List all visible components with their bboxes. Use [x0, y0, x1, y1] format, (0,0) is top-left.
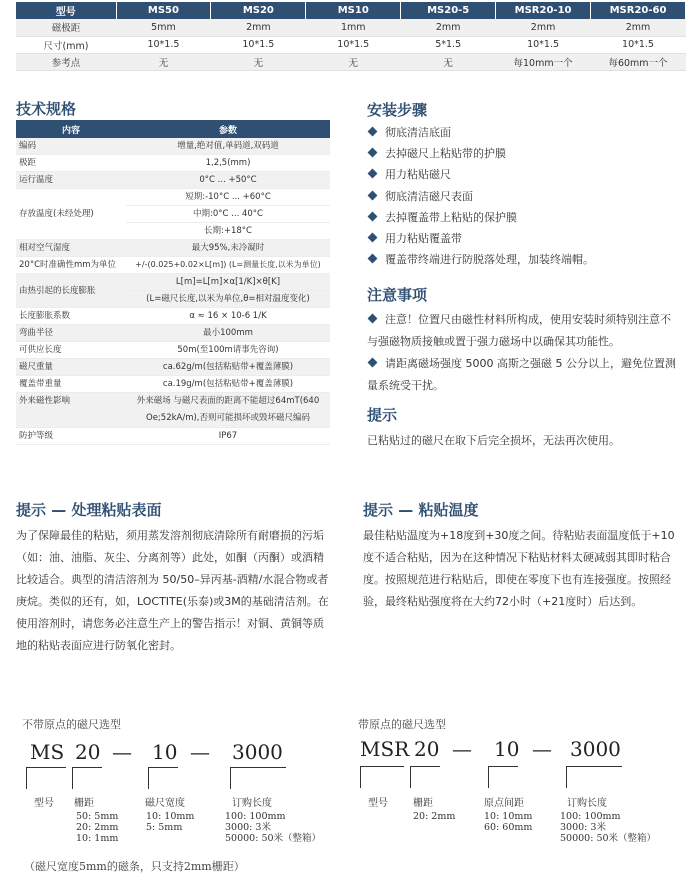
- spec-key: 运行温度: [16, 172, 126, 189]
- table-cell: 无: [306, 53, 401, 70]
- list-item: 去掉覆盖带上粘贴的保护膜: [367, 207, 594, 228]
- col-header: MSR20-10: [496, 2, 591, 19]
- table-cell: 1mm: [306, 19, 401, 36]
- table-cell: 每10mm一个: [496, 53, 591, 70]
- spec-key: 可供应长度: [16, 342, 126, 359]
- underline: [26, 767, 66, 768]
- diamond-bullet-icon: [368, 211, 378, 221]
- table-row: [16, 155, 330, 172]
- table-row: [16, 240, 330, 257]
- col-header: MSR20-60: [591, 2, 686, 19]
- tip-title: 提示: [367, 406, 398, 424]
- spec-value: +/-(0.025+0.02×L[m]) (L=测量长度,以米为单位): [126, 257, 330, 274]
- ms-pitch-options: 50: 5mm 20: 2mm 10: 1mm: [76, 811, 119, 844]
- col-header: MS50: [116, 2, 211, 19]
- table-cell: 无: [211, 53, 306, 70]
- col-header: 内容: [16, 120, 126, 138]
- ms-width-options: 10: 10mm 5: 5mm: [146, 811, 195, 833]
- list-item: 去掉磁尺上粘贴带的护膜: [367, 143, 594, 164]
- connector: [410, 766, 411, 788]
- spec-value: 外来磁场 与磁尺表面的距离不能超过64mT(640 Oe;52kA/m),否则可能损坏或毁坏磁尺编码: [126, 393, 330, 428]
- diamond-bullet-icon: [368, 190, 378, 200]
- spec-value: 中期:0°C ... 40°C: [126, 206, 330, 223]
- spec-key: 防护等级: [16, 428, 126, 445]
- table-row: [16, 36, 686, 53]
- spec-key: 磁尺重量: [16, 359, 126, 376]
- col-header: MS20-5: [401, 2, 496, 19]
- diamond-bullet-icon: [368, 254, 378, 264]
- diamond-bullet-icon: [368, 169, 378, 179]
- ms-footnote: （磁尺宽度5mm的磁条，只支持2mm栅距）: [24, 860, 245, 873]
- diamond-bullet-icon: [368, 127, 378, 137]
- ms-label-length: 订购长度: [232, 798, 272, 809]
- table-row: [16, 189, 330, 206]
- temp-title: 提示 — 粘贴温度: [363, 501, 479, 519]
- table-row: [16, 308, 330, 325]
- list-item: 彻底清洁磁尺表面: [367, 186, 594, 207]
- table-cell: 每60mm一个: [591, 53, 686, 70]
- ms-label-pitch: 栅距: [74, 798, 94, 809]
- msr-label-model: 型号: [368, 798, 388, 809]
- surface-text: 为了保障最佳的粘贴，须用蒸发溶剂彻底清除所有耐磨损的污垢（如：油、油脂、灰尘、分离剂等）此处，如酮（丙酮）或酒精比较适合。典型的清洁溶剂为 50/50–异丙基-酒精/水混合物或者庚烷。类似的还有，如，LOCTITE(乐泰)或3M的基础清洁剂。在使用溶剂时，请您务必注意生产上的警告指示！对铜、黄铜等质地的粘贴表面应进行防氧化密封。: [16, 529, 329, 652]
- msr-dash: —: [452, 737, 472, 761]
- underline: [360, 766, 404, 767]
- ms-code-pitch: 20: [75, 740, 101, 764]
- table-row: [16, 342, 330, 359]
- table-row: [16, 393, 330, 428]
- spec-value: 0°C ... +50°C: [126, 172, 330, 189]
- list-item: 覆盖带终端进行防脱落处理，加装终端帽。: [367, 249, 594, 270]
- spec-value: α ≈ 16 × 10-6 1/K: [126, 308, 330, 325]
- ms-length-options: 100: 100mm 3000: 3米 50000: 50米（整箱）: [225, 811, 322, 844]
- tip-text: 已粘贴过的磁尺在取下后完全损坏，无法再次使用。: [367, 434, 620, 447]
- spec-value: 最大95%,未冷凝时: [126, 240, 330, 257]
- table-cell: 2mm: [401, 19, 496, 36]
- list-item: 用力粘贴覆盖带: [367, 228, 594, 249]
- spec-value: 长期:+18°C: [126, 223, 330, 240]
- note-paragraph-1: 注意！位置尺由磁性材料所构成，使用安装时须特别注意不与强磁物质接触或置于强力磁场中以确保其功能性。: [367, 313, 671, 348]
- spec-value: (L=磁尺长度,以米为单位,θ=相对温度变化): [126, 291, 330, 308]
- connector: [488, 766, 489, 788]
- spec-key: 长度膨胀系数: [16, 308, 126, 325]
- msr-label-ref: 原点间距: [484, 798, 524, 809]
- table-cell: 10*1.5: [211, 36, 306, 53]
- table-row: [16, 172, 330, 189]
- table-row: [16, 325, 330, 342]
- spec-value: 最小100mm: [126, 325, 330, 342]
- table-cell: 尺寸(mm): [16, 36, 116, 53]
- table-row: [16, 376, 330, 393]
- table-cell: 5mm: [116, 19, 211, 36]
- msr-code-model: MSR: [360, 737, 410, 761]
- spec-value: 短期:-10°C ... +60°C: [126, 189, 330, 206]
- table-row: [16, 257, 330, 274]
- ms-selection-title: 不带原点的磁尺选型: [22, 718, 121, 731]
- spec-value: ca.62g/m(包括粘贴带+覆盖薄膜): [126, 359, 330, 376]
- table-cell: 10*1.5: [116, 36, 211, 53]
- msr-label-pitch: 栅距: [413, 798, 433, 809]
- table-cell: 无: [401, 53, 496, 70]
- msr-length-options: 100: 100mm 3000: 3米 50000: 50米（整箱）: [560, 811, 657, 844]
- connector: [148, 767, 149, 789]
- spec-value: 50m(至100m请事先咨询): [126, 342, 330, 359]
- spec-key: 弯曲半径: [16, 325, 126, 342]
- table-cell: 10*1.5: [591, 36, 686, 53]
- ms-code-model: MS: [30, 740, 65, 764]
- temp-text: 最佳粘贴温度为+18度到+30度之间。待粘贴表面温度低于+10度不适合粘贴，因为在这种情况下粘贴材料太硬减弱其即时粘合度。按照规范进行粘贴后，即使在零度下也有连接强度。按照经验，最终粘贴强度将在大约72小时（+21度时）后达到。: [363, 529, 675, 608]
- spec-value: L[m]=L[m]×α[1/K]×θ[K]: [126, 274, 330, 291]
- spec-value: 增量,绝对值,单码道,双码道: [126, 138, 330, 155]
- spec-key: 极距: [16, 155, 126, 172]
- connector: [566, 766, 567, 788]
- underline: [410, 766, 440, 767]
- ms-dash: —: [190, 740, 210, 764]
- connector: [230, 767, 231, 789]
- spec-table: [16, 120, 330, 445]
- spec-key: 存放温度(未经处理): [16, 189, 126, 240]
- ms-code-length: 3000: [232, 740, 283, 764]
- spec-key: 相对空气湿度: [16, 240, 126, 257]
- msr-label-length: 订购长度: [567, 798, 607, 809]
- spec-table-header: [16, 120, 330, 138]
- list-item: 彻底清洁底面: [367, 122, 594, 143]
- col-header: 参数: [126, 120, 330, 138]
- table-cell: 2mm: [591, 19, 686, 36]
- table-cell: 2mm: [211, 19, 306, 36]
- ms-label-width: 磁尺宽度: [145, 798, 185, 809]
- msr-pitch-options: 20: 2mm: [413, 811, 456, 822]
- spec-value: IP67: [126, 428, 330, 445]
- table-row: [16, 19, 686, 36]
- spec-value: 1,2,5(mm): [126, 155, 330, 172]
- underline: [230, 767, 286, 768]
- install-title: 安装步骤: [367, 101, 428, 119]
- col-header: MS10: [306, 2, 401, 19]
- connector: [72, 767, 73, 789]
- underline: [488, 766, 518, 767]
- table-row: [16, 359, 330, 376]
- spec-key: 外来磁性影响: [16, 393, 126, 428]
- table-cell: 无: [116, 53, 211, 70]
- table-row: [16, 274, 330, 291]
- underline: [566, 766, 622, 767]
- spec-value: ca.19g/m(包括粘贴带+覆盖薄膜): [126, 376, 330, 393]
- surface-title: 提示 — 处理粘贴表面: [16, 501, 162, 519]
- spec-key: 20°C时准确性mm为单位: [16, 257, 126, 274]
- spec-key: 编码: [16, 138, 126, 155]
- spec-key: 由热引起的长度膨胀: [16, 274, 126, 308]
- col-header: 型号: [16, 2, 116, 19]
- msr-code-length: 3000: [570, 737, 621, 761]
- msr-code-pitch: 20: [414, 737, 440, 761]
- ms-code-width: 10: [152, 740, 178, 764]
- table-cell: 10*1.5: [306, 36, 401, 53]
- col-header: MS20: [211, 2, 306, 19]
- diamond-bullet-icon: [368, 314, 378, 324]
- msr-ref-options: 10: 10mm 60: 60mm: [484, 811, 533, 833]
- underline: [148, 767, 178, 768]
- diamond-bullet-icon: [368, 148, 378, 158]
- notes-title: 注意事项: [367, 286, 428, 304]
- spec-title: 技术规格: [16, 100, 77, 118]
- msr-code-ref: 10: [494, 737, 520, 761]
- diamond-bullet-icon: [368, 232, 378, 242]
- connector: [360, 766, 361, 788]
- note-paragraph-2: 请距离磁场强度 5000 高斯之强磁 5 公分以上，避免位置测量系统受干扰。: [367, 357, 676, 392]
- table-cell: 参考点: [16, 53, 116, 70]
- table-row: [16, 53, 686, 70]
- list-item: 用力粘贴磁尺: [367, 164, 594, 185]
- model-table-header: [16, 2, 686, 19]
- ms-label-model: 型号: [34, 798, 54, 809]
- connector: [26, 767, 27, 789]
- msr-dash: —: [532, 737, 552, 761]
- underline: [72, 767, 102, 768]
- diamond-bullet-icon: [368, 358, 378, 368]
- table-row: [16, 428, 330, 445]
- spec-key: 覆盖带重量: [16, 376, 126, 393]
- model-table: [16, 2, 686, 71]
- install-steps: [367, 122, 594, 270]
- table-row: [16, 138, 330, 155]
- ms-dash: —: [112, 740, 132, 764]
- msr-selection-title: 带原点的磁尺选型: [358, 718, 446, 731]
- table-cell: 10*1.5: [496, 36, 591, 53]
- table-cell: 5*1.5: [401, 36, 496, 53]
- table-cell: 2mm: [496, 19, 591, 36]
- table-cell: 磁极距: [16, 19, 116, 36]
